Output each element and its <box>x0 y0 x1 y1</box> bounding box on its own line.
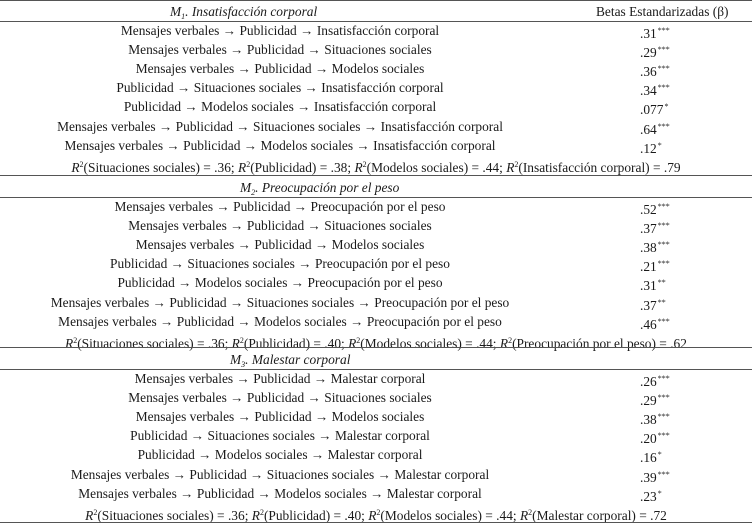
significance-stars: *** <box>657 431 670 441</box>
model-title <box>240 178 399 197</box>
significance-stars: ** <box>657 297 666 307</box>
significance-stars: *** <box>657 412 670 422</box>
mediation-path: Mensajes verbales → Publicidad → Situaciones sociales → Preocupación por el peso <box>50 294 510 310</box>
mediation-path: Publicidad → Modelos sociales → Malestar corporal <box>137 447 423 463</box>
mediation-path: Publicidad → Situaciones sociales → Insatisfacción corporal <box>116 80 444 96</box>
r-power: 2 <box>239 335 244 345</box>
r-power: 2 <box>508 335 513 345</box>
r-power: 2 <box>73 335 78 345</box>
column-header-betas: Betas Estandarizadas (β) <box>596 4 729 19</box>
significance-stars: *** <box>657 259 670 269</box>
r-power: 2 <box>246 159 251 169</box>
beta-number: .29 <box>640 45 657 61</box>
r-symbol: R <box>65 335 74 351</box>
mediation-path: Mensajes verbales → Publicidad → Modelos sociales <box>135 409 425 425</box>
table-row <box>0 445 752 464</box>
mediation-path: Mensajes verbales → Publicidad → Situaciones sociales <box>128 218 432 234</box>
r-squared-label: (Malestar corporal) = .72 <box>532 507 667 523</box>
r-power: 2 <box>79 159 84 169</box>
model-title-text: . Insatisfacción corporal <box>185 4 318 19</box>
beta-number: .64 <box>640 121 657 137</box>
significance-stars: *** <box>657 83 670 93</box>
table-row <box>0 465 752 484</box>
beta-number: .21 <box>640 259 657 275</box>
significance-stars: *** <box>657 64 670 74</box>
r-symbol: R <box>238 159 247 175</box>
model-subscript: 1 <box>181 12 186 21</box>
beta-number: .23 <box>640 488 657 504</box>
r-squared-label: (Publicidad) = .40; <box>243 335 349 351</box>
r-power: 2 <box>376 507 381 517</box>
r-squared-label: (Situaciones sociales) = .36; <box>83 159 238 175</box>
r-squared-label: (Publicidad) = .38; <box>250 159 355 175</box>
r-squared-label: (Modelos sociales) = .44; <box>380 507 520 523</box>
beta-number: .12 <box>640 140 657 156</box>
r-symbol: R <box>71 159 80 175</box>
table-row <box>0 117 752 136</box>
r-squared-summary <box>0 155 752 174</box>
beta-number: .46 <box>640 316 657 332</box>
table-row <box>0 484 752 503</box>
beta-number: .16 <box>640 450 657 466</box>
model-letter: M <box>230 352 242 367</box>
table-row <box>0 216 752 235</box>
table-row <box>0 97 752 116</box>
significance-stars: *** <box>657 121 670 131</box>
r-squared-summary <box>0 503 752 522</box>
significance-stars: *** <box>657 45 670 55</box>
mediation-path: Mensajes verbales → Publicidad → Preocupación por el peso <box>114 199 446 214</box>
r-symbol: R <box>354 159 363 175</box>
beta-number: .31 <box>640 278 657 294</box>
r-squared-label: (Situaciones sociales) = .36; <box>77 335 232 351</box>
r-squared-label: (Preocupación por el peso) = .62 <box>512 335 687 351</box>
mediation-path: Mensajes verbales → Publicidad → Modelos sociales <box>135 237 425 253</box>
r-symbol: R <box>251 507 260 523</box>
mediation-path: Mensajes verbales → Publicidad → Modelos sociales → Insatisfacción corporal <box>64 137 496 153</box>
table-row <box>0 40 752 59</box>
significance-stars: *** <box>657 316 670 326</box>
mediation-path: Mensajes verbales → Publicidad → Modelos sociales → Malestar corporal <box>78 485 482 501</box>
beta-number: .34 <box>640 83 657 99</box>
mediation-path: Mensajes verbales → Publicidad → Insatisfacción corporal <box>120 23 440 38</box>
significance-stars: *** <box>657 240 670 250</box>
r-symbol: R <box>506 159 515 175</box>
section-rule <box>0 175 752 176</box>
mediation-path: Publicidad → Situaciones sociales → Preocupación por el peso <box>110 256 450 272</box>
r-squared-label: (Modelos sociales) = .44; <box>360 335 500 351</box>
mediation-path: Mensajes verbales → Publicidad → Situaciones sociales <box>128 390 432 406</box>
model-letter: M <box>240 180 252 195</box>
model-title-text: . Preocupación por el peso <box>255 180 400 195</box>
significance-stars: *** <box>657 26 670 35</box>
beta-number: .52 <box>640 202 657 217</box>
r-power: 2 <box>93 507 98 517</box>
r-squared-label: (Insatisfacción corporal) = .79 <box>518 159 681 175</box>
table-row <box>0 21 752 40</box>
significance-stars: *** <box>657 393 670 403</box>
significance-stars: ** <box>657 278 666 288</box>
beta-number: .31 <box>640 26 657 41</box>
significance-stars: * <box>664 102 669 112</box>
table-row <box>0 388 752 407</box>
r-symbol: R <box>85 507 94 523</box>
r-symbol: R <box>348 335 357 351</box>
model-title <box>170 2 317 21</box>
beta-number: .37 <box>640 221 657 237</box>
beta-number: .26 <box>640 374 657 389</box>
beta-number: .20 <box>640 431 657 447</box>
r-symbol: R <box>231 335 240 351</box>
table-row <box>0 312 752 331</box>
significance-stars: *** <box>657 221 670 231</box>
r-squared-label: (Modelos sociales) = .44; <box>366 159 507 175</box>
table-row <box>0 197 752 216</box>
r-squared-label: (Publicidad) = .40; <box>263 507 369 523</box>
mediation-path: Mensajes verbales → Publicidad → Malestar corporal <box>134 371 426 386</box>
table-row <box>0 78 752 97</box>
table-row <box>0 254 752 273</box>
section-rule <box>0 347 752 348</box>
significance-stars: *** <box>657 374 670 383</box>
table-row <box>0 59 752 78</box>
beta-number: .38 <box>640 412 657 428</box>
r-symbol: R <box>368 507 377 523</box>
r-symbol: R <box>519 507 529 523</box>
r-power: 2 <box>362 159 367 169</box>
table-row <box>0 136 752 155</box>
significance-stars: * <box>657 140 662 150</box>
table-row <box>0 273 752 292</box>
table-top-rule <box>0 0 752 1</box>
table-row <box>0 426 752 445</box>
beta-number: .36 <box>640 64 657 80</box>
beta-number: .37 <box>640 297 657 313</box>
r-symbol: R <box>499 335 509 351</box>
model-title <box>230 350 350 369</box>
table-row <box>0 293 752 312</box>
table-row <box>0 235 752 254</box>
mediation-path: Publicidad → Situaciones sociales → Malestar corporal <box>130 428 430 444</box>
mediation-path: Mensajes verbales → Publicidad → Modelos sociales → Preocupación por el peso <box>58 313 502 329</box>
mediation-path: Mensajes verbales → Publicidad → Situaciones sociales → Malestar corporal <box>70 466 490 482</box>
model-title-text: . Malestar corporal <box>245 352 351 367</box>
r-squared-label: (Situaciones sociales) = .36; <box>97 507 252 523</box>
mediation-path: Mensajes verbales → Publicidad → Situaciones sociales <box>128 42 432 58</box>
beta-number: .077 <box>640 102 664 118</box>
model-subscript: 2 <box>251 188 256 197</box>
model-subscript: 3 <box>241 360 246 369</box>
significance-stars: * <box>657 450 662 460</box>
r-power: 2 <box>528 507 533 517</box>
beta-number: .29 <box>640 393 657 409</box>
beta-number: .38 <box>640 240 657 256</box>
model-letter: M <box>170 4 182 19</box>
significance-stars: *** <box>657 202 670 211</box>
r-power: 2 <box>259 507 264 517</box>
r-power: 2 <box>356 335 361 345</box>
mediation-path: Publicidad → Modelos sociales → Preocupación por el peso <box>117 275 443 291</box>
beta-number: .39 <box>640 469 657 485</box>
mediation-path: Publicidad → Modelos sociales → Insatisfacción corporal <box>123 99 437 115</box>
table-bottom-rule <box>0 522 752 523</box>
significance-stars: * <box>657 488 662 498</box>
table-row <box>0 369 752 388</box>
mediation-path: Mensajes verbales → Publicidad → Situaciones sociales → Insatisfacción corporal <box>57 118 503 134</box>
r-power: 2 <box>514 159 519 169</box>
table-row <box>0 407 752 426</box>
mediation-path: Mensajes verbales → Publicidad → Modelos sociales <box>135 61 425 77</box>
significance-stars: *** <box>657 469 670 479</box>
